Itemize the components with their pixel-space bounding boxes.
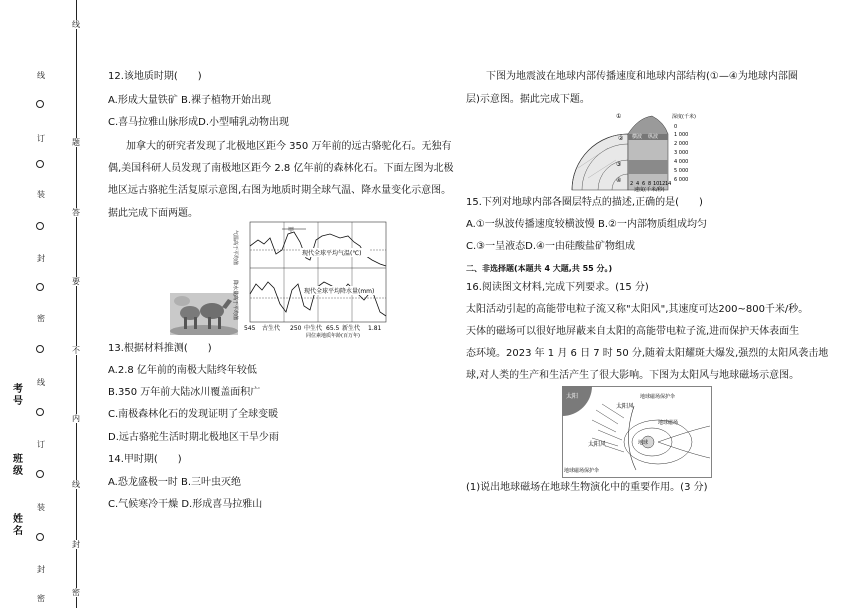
chart-tick: 545 [244,325,256,332]
intro-line: 层)示意图。据此完成下题。 [466,94,590,105]
q14-options-cd: C.气候寒冷干燥 D.形成喜马拉雅山 [108,499,263,510]
q12-options-ab: A.形成大量铁矿 B.裸子植物开始出现 [108,95,272,106]
binding-char: 封 [37,254,45,263]
binding-char: 密 [37,314,45,323]
binding-inner-char: 不 [72,346,80,355]
binding-inner-char: 封 [72,540,80,549]
mag-umbrella-label-2: 地球磁场保护伞 [564,468,600,474]
speed-tick: 8 [648,181,652,187]
question-16: 16.阅读图文材料,完成下列要求。(15 分) [466,282,649,293]
depth-tick: 5 000 [674,168,689,174]
mag-field-label: 地球磁场 [658,420,679,426]
intro-line: 下图为地震波在地球内部传播速度和地球内部结构(①—④为地球内部圈 [486,71,798,82]
chart-tick: 中生代 [304,325,323,332]
binding-inner-char: 要 [72,277,80,286]
binding-char: 线 [37,71,45,80]
chart-y-top: 气温高于平均值 [232,230,238,266]
chart-tick: 250 [290,325,302,332]
earth-label: 地球 [638,440,649,446]
solar-wind-label: 太阳风 [616,403,635,410]
mag-umbrella-label: 地球磁场保护伞 [640,394,676,400]
circle-num-2: ② [618,135,624,142]
binding-inner-char: 线 [72,480,80,489]
q12-options-cd: C.喜马拉雅山脉形成D.小型哺乳动物出现 [108,117,290,128]
q13-option-c: C.南极森林化石的发现证明了全球变暖 [108,409,279,420]
speed-tick: 4 [636,181,640,187]
passage-16-line: 态环境。2023 年 1 月 6 日 7 时 50 分,随着太阳耀斑大爆发,强烈的太阳风袭击地 [466,348,829,359]
binding-char: 装 [37,190,45,199]
speed-tick: 12 [659,181,666,187]
binding-char: 订 [37,134,45,143]
depth-tick: 0 [674,124,678,130]
chart-y-bottom: 降水量高于平均值 [232,280,238,321]
chart-tick: 新生代 [342,325,361,332]
q14-options-ab: A.恐龙盛极一时 B.三叶虫灭绝 [108,477,242,488]
climate-chart [230,220,388,338]
speed-label: 速度(千米/秒) [634,187,665,192]
chart-temp-caption: 现代全球平均气温(℃) [302,250,362,257]
passage-16-line: 天体的磁场可以很好地屏蔽来自太阳的高能带电粒子流,进而保护天体表面生 [466,326,800,337]
speed-tick: 2 [630,181,634,187]
depth-tick: 3 000 [674,150,689,156]
solar-wind-label-2: 太阳风 [588,441,607,448]
passage-16-line: 太阳活动引起的高能带电粒子流又称"太阳风",其速度可达200~800千米/秒。 [466,304,809,315]
passage-line: 据此完成下面两题。 [108,208,198,219]
passage-line: 加拿大的研究者发现了北极地区距今 350 万年前的远古骆驼化石。无独有 [126,141,452,152]
binding-char: 封 [37,565,45,574]
section-2-heading: 二、非选择题(本题共 4 大题,共 55 分。) [466,264,613,273]
chart-precip-caption: 现代全球平均降水量(mm) [304,288,375,295]
earth-interior-diagram [568,108,728,192]
binding-char: 密 [37,594,45,603]
chart-tick: 65.5 [326,325,340,332]
depth-tick: 4 000 [674,159,689,165]
circle-num-4: ④ [616,177,622,184]
chart-tick: 古生代 [262,325,281,332]
binding-inner-char: 密 [72,588,80,597]
label-class: 班级 [13,454,23,477]
depth-tick: 1 000 [674,132,689,138]
camel-illustration [170,293,238,335]
speed-tick: 14 [665,181,672,187]
chart-x-label: 同位素地质年龄(百万年) [306,333,360,338]
binding-char: 订 [37,440,45,449]
right-column [450,0,860,608]
speed-tick: 6 [642,181,646,187]
binding-inner-char: 线 [72,20,80,29]
q15-options-ab: A.①一纵波传播速度较横波慢 B.②一内部物质组成均匀 [466,219,707,230]
speed-tick: 10 [653,181,660,187]
question-12: 12.该地质时期( ) [108,71,202,82]
passage-line: 地区远古骆驼生活复原示意图,右图为地质时期全球气温、降水量变化示意图。 [108,185,452,196]
label-exam-number: 考号 [13,384,23,407]
question-14: 14.甲时期( ) [108,454,182,465]
solar-wind-diagram [562,386,712,478]
wave-label-s: 横波 [632,134,643,140]
wave-label-p: 纵波 [648,134,659,140]
passage-16-line: 球,对人类的生产和生活产生了很大影响。下图为太阳风与地球磁场示意图。 [466,370,800,381]
binding-char: 装 [37,503,45,512]
depth-tick: 2 000 [674,141,689,147]
binding-inner-char: 题 [72,138,80,147]
question-16-1: (1)说出地球磁场在地球生物演化中的重要作用。(3 分) [466,482,708,493]
depth-tick: 6 000 [674,177,689,183]
chart-jia-label: 甲 [288,227,295,234]
q15-options-cd: C.③一呈液态D.④一由硅酸盐矿物组成 [466,241,635,252]
question-15: 15.下列对地球内部各圈层特点的描述,正确的是( ) [466,197,703,208]
passage-line: 偶,美国科研人员发现了南极地区距今 2.8 亿年前的森林化石。下面左图为北极 [108,163,454,174]
q13-option-d: D.远古骆驼生活时期北极地区干旱少雨 [108,432,279,443]
sun-label: 太阳 [566,393,579,400]
binding-inner-char: 答 [72,208,80,217]
binding-inner-char: 内 [72,414,80,423]
circle-num-3: ③ [616,161,622,168]
q13-option-b: B.350 万年前大陆冰川覆盖面积广 [108,387,261,398]
binding-char: 线 [37,378,45,387]
question-13: 13.根据材料推测( ) [108,343,212,354]
q13-option-a: A.2.8 亿年前的南极大陆终年较低 [108,365,257,376]
chart-tick: 1.81 [368,325,382,332]
circle-num-1: ① [616,113,622,120]
depth-label: 深度(千米) [672,114,696,120]
label-name: 姓名 [13,514,23,537]
